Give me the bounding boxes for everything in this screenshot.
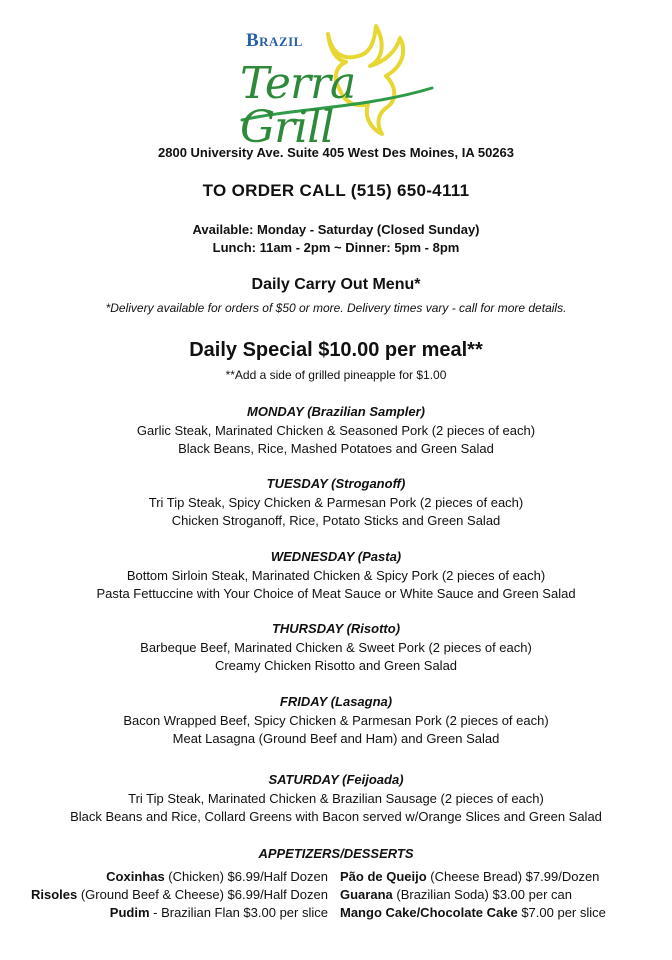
appetizer-item (340, 887, 572, 902)
menu-title: Daily Carry Out Menu* (251, 276, 421, 293)
appetizer-name: Pudim (109, 905, 150, 920)
day-line: Black Beans and Rice, Collard Greens with Bacon served w/Orange Slices and Green Salad (70, 809, 602, 824)
day-line: Bacon Wrapped Beef, Spicy Chicken & Parmesan Pork (2 pieces of each) (123, 713, 549, 728)
availability: Available: Monday - Saturday (Closed Sunday) (192, 222, 480, 237)
day-line: Creamy Chicken Risotto and Green Salad (214, 658, 458, 673)
delivery-note: *Delivery available for orders of $50 or more. Delivery times vary - call for more details. (105, 301, 567, 315)
order-phone: TO ORDER CALL (515) 650-4111 (202, 181, 470, 200)
appetizer-detail: - Brazilian Flan $3.00 per slice (149, 905, 328, 920)
appetizer-name: Mango Cake/Chocolate Cake (340, 905, 518, 920)
day-line: Black Beans, Rice, Mashed Potatoes and Green Salad (178, 441, 494, 456)
daily-special-note: **Add a side of grilled pineapple for $1.00 (225, 368, 447, 382)
appetizer-item (340, 869, 599, 884)
day-line: Tri Tip Steak, Marinated Chicken & Brazilian Sausage (2 pieces of each) (128, 791, 544, 806)
appetizer-name: Risoles (30, 887, 78, 902)
appetizers-heading: APPETIZERS/DESSERTS (258, 846, 414, 861)
day-line: Tri Tip Steak, Spicy Chicken & Parmesan Pork (2 pieces of each) (148, 495, 524, 510)
appetizer-name: Coxinhas (106, 869, 165, 884)
appetizer-detail: $7.00 per slice (517, 905, 606, 920)
day-line: Garlic Steak, Marinated Chicken & Seasoned Pork (2 pieces of each) (136, 423, 536, 438)
appetizer-item (31, 887, 328, 902)
daily-special-title: Daily Special $10.00 per meal** (189, 339, 483, 361)
appetizer-row (0, 887, 672, 905)
day-heading-monday: MONDAY (Brazilian Sampler) (247, 404, 425, 419)
day-heading-saturday: SATURDAY (Feijoada) (268, 772, 404, 787)
logo-brazil-text: Brazil (246, 30, 303, 51)
appetizer-row (0, 869, 672, 887)
day-line: Pasta Fettuccine with Your Choice of Meat Sauce or White Sauce and Green Salad (96, 586, 576, 601)
day-line: Barbeque Beef, Marinated Chicken & Sweet Pork (2 pieces of each) (140, 640, 532, 655)
appetizer-item (106, 869, 328, 884)
address: 2800 University Ave. Suite 405 West Des Moines, IA 50263 (158, 145, 514, 160)
appetizer-detail: (Chicken) $6.99/Half Dozen (164, 869, 328, 884)
appetizer-item (340, 905, 606, 920)
appetizer-detail: (Brazilian Soda) $3.00 per can (392, 887, 572, 902)
day-line: Chicken Stroganoff, Rice, Potato Sticks and Green Salad (171, 513, 501, 528)
appetizer-name: Pão de Queijo (340, 869, 427, 884)
day-heading-tuesday: TUESDAY (Stroganoff) (266, 476, 406, 491)
hours: Lunch: 11am - 2pm ~ Dinner: 5pm - 8pm (212, 240, 460, 255)
day-heading-friday: FRIDAY (Lasagna) (279, 694, 393, 709)
appetizer-detail: (Ground Beef & Cheese) $6.99/Half Dozen (77, 887, 328, 902)
day-heading-wednesday: WEDNESDAY (Pasta) (270, 549, 402, 564)
appetizer-name: Guarana (340, 887, 393, 902)
day-line: Meat Lasagna (Ground Beef and Ham) and Green Salad (172, 731, 500, 746)
day-line: Bottom Sirloin Steak, Marinated Chicken & Spicy Pork (2 pieces of each) (126, 568, 546, 583)
appetizer-row (0, 905, 672, 923)
appetizer-item (110, 905, 328, 920)
restaurant-logo (236, 16, 436, 153)
day-heading-thursday: THURSDAY (Risotto) (271, 621, 401, 636)
appetizer-detail: (Cheese Bread) $7.99/Dozen (426, 869, 600, 884)
logo-terra-grill-text: Terra Grill (240, 58, 356, 153)
